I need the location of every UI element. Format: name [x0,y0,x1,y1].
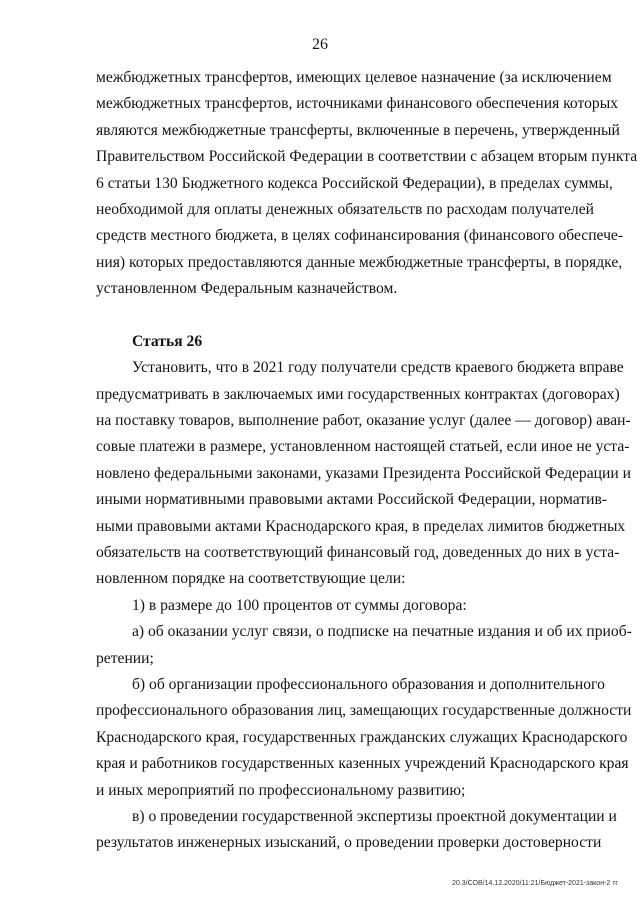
text-line: Краснодарского края, государственных гражданских служащих Краснодарского [96,728,628,746]
text-line: иными нормативными правовыми актами Российской Федерации, норматив- [96,491,607,509]
text-line: межбюджетных трансфертов, источниками финансового обеспечения которых [96,95,618,113]
document-footer-code: 20.3/СОВ/14.12.2020/11:21/Бюджет-2021-закон-2 тг [452,880,618,887]
text-line: результатов инженерных изысканий, о проведении проверки достоверности [96,834,602,852]
text-line: Установить, что в 2021 году получатели средств краевого бюджета вправе [132,359,624,377]
text-line: б) об организации профессионального образования и дополнительного [132,675,605,693]
text-line: ния) которых предоставляются данные межбюджетные трансферты, в порядке, [96,253,623,271]
text-line: совые платежи в размере, установленном настоящей статьей, если иное не уста- [96,438,630,456]
text-line: новленном порядке на соответствующие цели: [96,570,406,588]
text-line: в) о проведении государственной экспертизы проектной документации и [132,807,617,825]
text-line: 1) в размере до 100 процентов от суммы договора: [132,596,467,614]
text-line: 6 статьи 130 Бюджетного кодекса Российской Федерации), в пределах суммы, [96,174,613,192]
text-line: на поставку товаров, выполнение работ, оказание услуг (далее — договор) аван- [96,412,631,430]
text-line: межбюджетных трансфертов, имеющих целевое назначение (за исключением [96,69,612,86]
text-line: установленном Федеральным казначейством. [96,280,398,298]
text-line: средств местного бюджета, в целях софинансирования (финансового обеспече- [96,227,624,245]
text-line: профессионального образования лиц, замещающих государственные должности [96,702,632,720]
text-line: ретении; [96,649,154,667]
text-line: ными правовыми актами Краснодарского края, в пределах лимитов бюджетных [96,517,626,535]
document-body [96,65,638,857]
text-line: предусматривать в заключаемых ими государственных контрактах (договорах) [96,385,620,403]
text-line: являются межбюджетные трансферты, включенные в перечень, утвержденный [96,121,620,139]
text-line: обязательств на соответствующий финансовый год, доведенных до них в уста- [96,544,620,562]
article-heading: Статья 26 [132,332,203,350]
text-line: края и работников государственных казенных учреждений Краснодарского края [96,755,629,773]
text-line: необходимой для оплаты денежных обязательств по расходам получателей [96,200,594,218]
text-line: Правительством Российской Федерации в соответствии с абзацем вторым пункта [96,148,638,166]
text-line: и иных мероприятий по профессиональному развитию; [96,781,466,799]
page-number: 26 [312,36,328,53]
text-line: новлено федеральными законами, указами Президента Российской Федерации и [96,464,631,482]
text-line: а) об оказании услуг связи, о подписке на печатные издания и об их приоб- [132,623,632,641]
